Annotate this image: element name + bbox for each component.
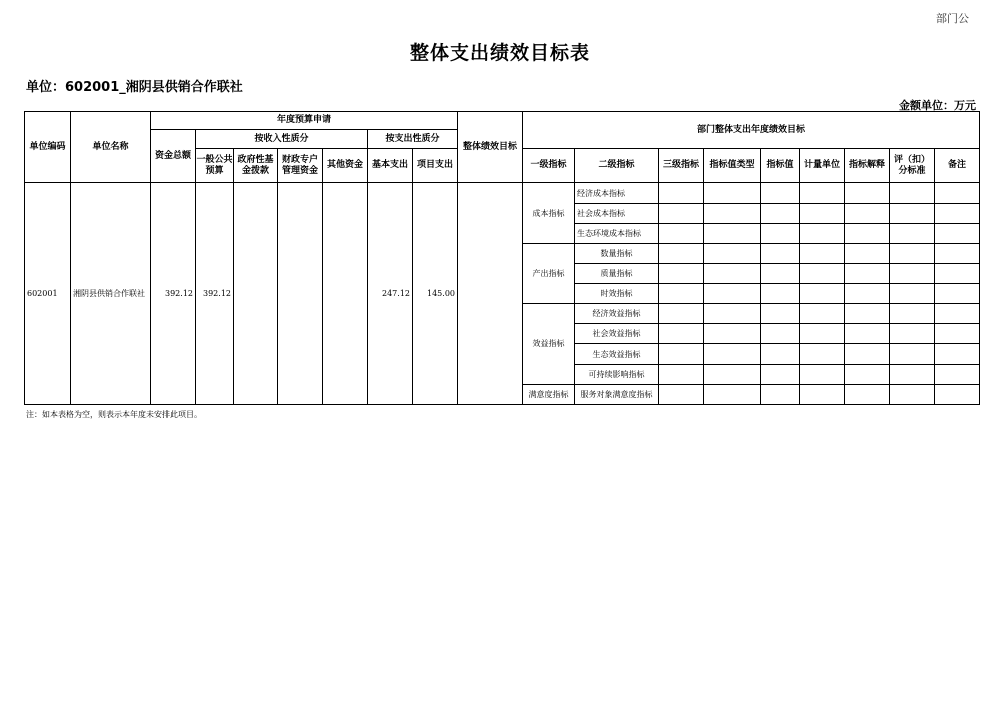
header-level1: 一级指标 <box>523 149 575 183</box>
empty-cell <box>659 223 704 243</box>
empty-cell <box>800 344 845 364</box>
level1-indicator: 产出指标 <box>523 243 575 303</box>
empty-cell <box>659 384 704 404</box>
empty-cell <box>935 364 980 384</box>
level2-indicator: 经济成本指标 <box>575 183 659 203</box>
empty-cell <box>800 203 845 223</box>
empty-cell <box>845 223 890 243</box>
empty-cell <box>845 183 890 203</box>
empty-cell <box>845 263 890 283</box>
row-basic-expense: 247.12 <box>368 183 413 405</box>
header-scoring: 评（扣）分标准 <box>890 149 935 183</box>
empty-cell <box>935 284 980 304</box>
empty-cell <box>935 203 980 223</box>
header-general-budget: 一般公共预算 <box>196 149 234 183</box>
row-gov-fund <box>234 183 278 405</box>
empty-cell <box>761 223 800 243</box>
row-unit-code: 602001 <box>25 183 71 405</box>
level1-indicator: 效益指标 <box>523 304 575 385</box>
empty-cell <box>800 304 845 324</box>
header-dept-target: 部门整体支出年度绩效目标 <box>523 112 980 149</box>
empty-cell <box>704 384 761 404</box>
empty-cell <box>935 304 980 324</box>
empty-cell <box>890 183 935 203</box>
empty-cell <box>890 384 935 404</box>
empty-cell <box>659 364 704 384</box>
footnote: 注：如本表格为空，则表示本年度未安排此项目。 <box>26 410 202 419</box>
level2-indicator: 社会效益指标 <box>575 324 659 344</box>
empty-cell <box>935 263 980 283</box>
header-unit-name: 单位名称 <box>71 112 151 183</box>
header-overall-target: 整体绩效目标 <box>458 112 523 183</box>
header-explanation: 指标解释 <box>845 149 890 183</box>
empty-cell <box>800 364 845 384</box>
header-project-expense: 项目支出 <box>413 149 458 183</box>
empty-cell <box>659 243 704 263</box>
empty-cell <box>704 183 761 203</box>
header-gov-fund: 政府性基金拨款 <box>234 149 278 183</box>
level2-indicator: 可持续影响指标 <box>575 364 659 384</box>
empty-cell <box>659 344 704 364</box>
header-other-fund: 其他资金 <box>323 149 368 183</box>
table-row <box>25 183 980 203</box>
empty-cell <box>761 203 800 223</box>
level2-indicator: 质量指标 <box>575 263 659 283</box>
empty-cell <box>845 203 890 223</box>
header-level2: 二级指标 <box>575 149 659 183</box>
level2-indicator: 服务对象满意度指标 <box>575 384 659 404</box>
empty-cell <box>659 203 704 223</box>
empty-cell <box>659 324 704 344</box>
empty-cell <box>890 324 935 344</box>
empty-cell <box>704 263 761 283</box>
empty-cell <box>845 344 890 364</box>
empty-cell <box>800 263 845 283</box>
empty-cell <box>845 243 890 263</box>
level1-indicator: 满意度指标 <box>523 384 575 404</box>
performance-target-table <box>24 111 980 405</box>
level2-indicator: 生态效益指标 <box>575 344 659 364</box>
empty-cell <box>659 304 704 324</box>
empty-cell <box>935 243 980 263</box>
empty-cell <box>890 284 935 304</box>
corner-note: 部门公 <box>936 12 969 25</box>
row-other-fund <box>323 183 368 405</box>
empty-cell <box>890 203 935 223</box>
empty-cell <box>704 203 761 223</box>
header-level3: 三级指标 <box>659 149 704 183</box>
empty-cell <box>659 263 704 283</box>
empty-cell <box>845 284 890 304</box>
empty-cell <box>845 384 890 404</box>
empty-cell <box>761 263 800 283</box>
empty-cell <box>761 344 800 364</box>
empty-cell <box>845 324 890 344</box>
level1-indicator: 成本指标 <box>523 183 575 243</box>
row-total-funds: 392.12 <box>151 183 196 405</box>
empty-cell <box>761 364 800 384</box>
empty-cell <box>761 284 800 304</box>
header-annual-budget: 年度预算申请 <box>151 112 458 130</box>
header-unit-code: 单位编码 <box>25 112 71 183</box>
empty-cell <box>704 364 761 384</box>
empty-cell <box>935 324 980 344</box>
empty-cell <box>800 284 845 304</box>
row-unit-name: 湘阴县供销合作联社 <box>71 183 151 405</box>
empty-cell <box>935 344 980 364</box>
empty-cell <box>761 304 800 324</box>
empty-cell <box>800 223 845 243</box>
empty-cell <box>800 183 845 203</box>
empty-cell <box>704 223 761 243</box>
empty-cell <box>845 304 890 324</box>
empty-cell <box>761 243 800 263</box>
page-title: 整体支出绩效目标表 <box>409 42 590 64</box>
empty-cell <box>890 344 935 364</box>
header-value-type: 指标值类型 <box>704 149 761 183</box>
empty-cell <box>890 263 935 283</box>
empty-cell <box>890 364 935 384</box>
empty-cell <box>761 324 800 344</box>
empty-cell <box>659 284 704 304</box>
empty-cell <box>761 384 800 404</box>
header-value: 指标值 <box>761 149 800 183</box>
empty-cell <box>845 364 890 384</box>
empty-cell <box>704 243 761 263</box>
header-by-expense: 按支出性质分 <box>368 130 458 149</box>
empty-cell <box>659 183 704 203</box>
empty-cell <box>935 223 980 243</box>
empty-cell <box>800 324 845 344</box>
empty-cell <box>935 384 980 404</box>
unit-line: 单位：602001_湘阴县供销合作联社 <box>26 80 243 95</box>
header-remark: 备注 <box>935 149 980 183</box>
level2-indicator: 经济效益指标 <box>575 304 659 324</box>
empty-cell <box>704 324 761 344</box>
header-basic-expense: 基本支出 <box>368 149 413 183</box>
empty-cell <box>800 384 845 404</box>
header-total-funds: 资金总额 <box>151 130 196 183</box>
header-by-income: 按收入性质分 <box>196 130 368 149</box>
row-overall-target <box>458 183 523 405</box>
level2-indicator: 社会成本指标 <box>575 203 659 223</box>
empty-cell <box>890 304 935 324</box>
row-special-fund <box>278 183 323 405</box>
empty-cell <box>935 183 980 203</box>
level2-indicator: 数量指标 <box>575 243 659 263</box>
amount-unit-label: 金额单位：万元 <box>899 99 976 112</box>
row-general-budget: 392.12 <box>196 183 234 405</box>
row-project-expense: 145.00 <box>413 183 458 405</box>
empty-cell <box>704 344 761 364</box>
empty-cell <box>890 243 935 263</box>
empty-cell <box>704 304 761 324</box>
header-special-fund: 财政专户管理资金 <box>278 149 323 183</box>
level2-indicator: 生态环境成本指标 <box>575 223 659 243</box>
empty-cell <box>800 243 845 263</box>
header-measure-unit: 计量单位 <box>800 149 845 183</box>
empty-cell <box>890 223 935 243</box>
empty-cell <box>704 284 761 304</box>
level2-indicator: 时效指标 <box>575 284 659 304</box>
empty-cell <box>761 183 800 203</box>
